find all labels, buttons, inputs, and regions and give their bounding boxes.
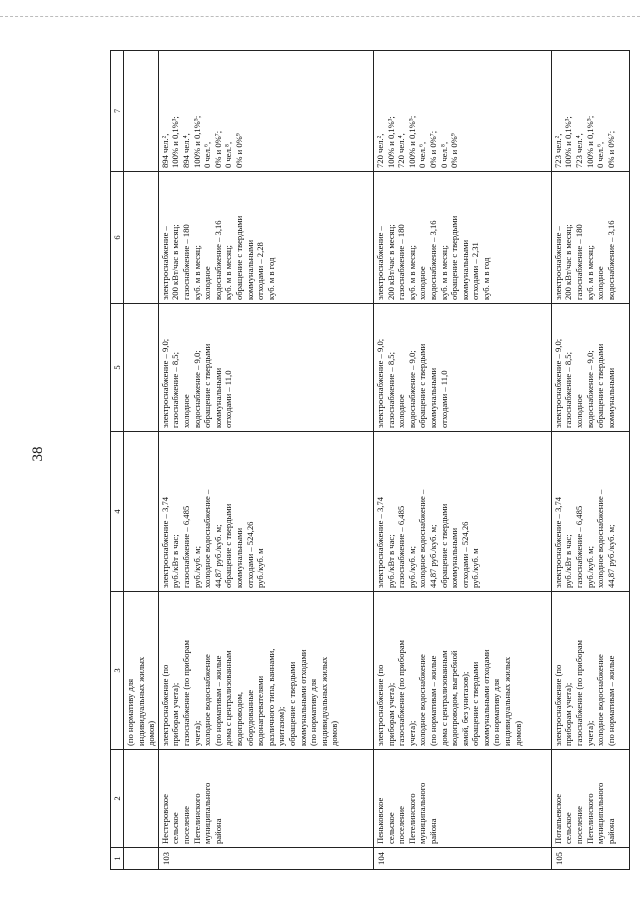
cell-services: (по нормативу для индивидуальных жилых домов): [124, 592, 159, 750]
cell-index: [124, 304, 159, 432]
cell-growth: [124, 172, 159, 304]
cell-name: Пеньковское сельское поселение Петелинского муниципального района: [373, 750, 551, 848]
cell-num: [124, 848, 159, 870]
cell-num: 105: [551, 848, 629, 870]
cell-tariffs: электроснабжение – 3,74 руб./кВт в час; газоснабжение – 6,485 руб./куб. м; холодное водоснабжение – 44,87 руб./куб. м; обращение с твердыми коммунальными отходами – 524,26 руб./куб. м: [158, 432, 373, 592]
cell-services: электроснабжение (по приборам учета); газоснабжение (по приборам учета); холодное водоснабжение (по нормативам – жилые дома с централизованным водопроводом, оборудованные водонагревателями различного типа, ваннами, унитазом); обращение с твердыми коммунальными отходами (по нормативу для индивидуальных жилых домов): [158, 592, 373, 750]
scan-border-line: [0, 16, 640, 17]
cell-people: 894 чел.², 100% и 0,1%³; 894 чел.⁴, 100% и 0,1%⁵; 0 чел.⁶, 0% и 0%⁷; 0 чел.⁸, 0% и 0%⁹: [158, 51, 373, 172]
cell-name: [124, 750, 159, 848]
cell-services: электроснабжение (по приборам учета); газоснабжение (по приборам учета); холодное водоснабжение (по нормативам – жилые: [551, 592, 629, 750]
cell-services: электроснабжение (по приборам учета); газоснабжение (по приборам учета); холодное водоснабжение (по нормативам – жилые дома с централизованным водопроводом, выгребной ямой, без унитазов); обращение с твердыми коммунальными отходами (по нормативу для индивидуальных жилых домов): [373, 592, 551, 750]
table-row-103: [158, 51, 373, 870]
cell-name: Потапьевское сельское поселение Петелинского муниципального района: [551, 750, 629, 848]
header-cell-2: 2: [111, 750, 124, 848]
table-row-continuation: [124, 51, 159, 870]
cell-people: [124, 51, 159, 172]
header-cell-5: 5: [111, 304, 124, 432]
cell-num: 103: [158, 848, 373, 870]
cell-people: 723 чел.², 100% и 0,1%³; 723 чел.⁴, 100% и 0,1%⁵; 0 чел.⁶, 0% и 0%⁷;: [551, 51, 629, 172]
cell-growth: электроснабжение – 200 кВт/час в месяц; газоснабжение – 180 куб. м в месяц; холодное водоснабжение – 3,16 куб. м в месяц; обращение с твердыми коммунальными отходами – 2,31 куб. м в год: [373, 172, 551, 304]
header-cell-3: 3: [111, 592, 124, 750]
cell-tariffs: электроснабжение – 3,74 руб./кВт в час; газоснабжение – 6,485 руб./куб. м; холодное водоснабжение – 44,87 руб./куб. м; обращение с твердыми коммунальными отходами – 524,26 руб./куб. м: [373, 432, 551, 592]
tariff-table-frame: [110, 50, 630, 870]
cell-index: электроснабжение – 9,0; газоснабжение – 8,5; холодное водоснабжение – 9,0; обращение с твердыми коммунальными отходами – 11,0: [158, 304, 373, 432]
cell-index: электроснабжение – 9,0; газоснабжение – 8,5; холодное водоснабжение – 9,0; обращение с твердыми коммунальными: [551, 304, 629, 432]
header-cell-4: 4: [111, 432, 124, 592]
header-cell-7: 7: [111, 51, 124, 172]
page-number: 38: [30, 446, 46, 462]
header-cell-6: 6: [111, 172, 124, 304]
cell-index: электроснабжение – 9,0; газоснабжение – 8,5; холодное водоснабжение – 9,0; обращение с твердыми коммунальными отходами – 11,0: [373, 304, 551, 432]
cell-people: 720 чел.², 100% и 0,1%³; 720 чел.⁴, 100% и 0,1%⁵; 0 чел.⁶, 0% и 0%⁷; 0 чел.⁸, 0% и 0%⁹: [373, 51, 551, 172]
cell-growth: электроснабжение – 200 кВт/час в месяц; газоснабжение – 180 куб. м в месяц; холодное водоснабжение – 3,16 куб. м в месяц; обращение с твердыми коммунальными отходами – 2,28 куб. м в год: [158, 172, 373, 304]
cell-tariffs: электроснабжение – 3,74 руб./кВт в час; газоснабжение – 6,485 руб./куб. м; холодное водоснабжение – 44,87 руб./куб. м;: [551, 432, 629, 592]
cell-tariffs: [124, 432, 159, 592]
cell-num: 104: [373, 848, 551, 870]
cell-growth: электроснабжение – 200 кВт/час в месяц; газоснабжение – 180 куб. м в месяц; холодное водоснабжение – 3,16: [551, 172, 629, 304]
table-row-104: [373, 51, 551, 870]
table-row-105: [551, 51, 629, 870]
cell-name: Нестеровское сельское поселение Петелинского муниципального района: [158, 750, 373, 848]
header-cell-1: 1: [111, 848, 124, 870]
tariff-table: [110, 50, 630, 870]
table-header-row: [111, 51, 124, 870]
